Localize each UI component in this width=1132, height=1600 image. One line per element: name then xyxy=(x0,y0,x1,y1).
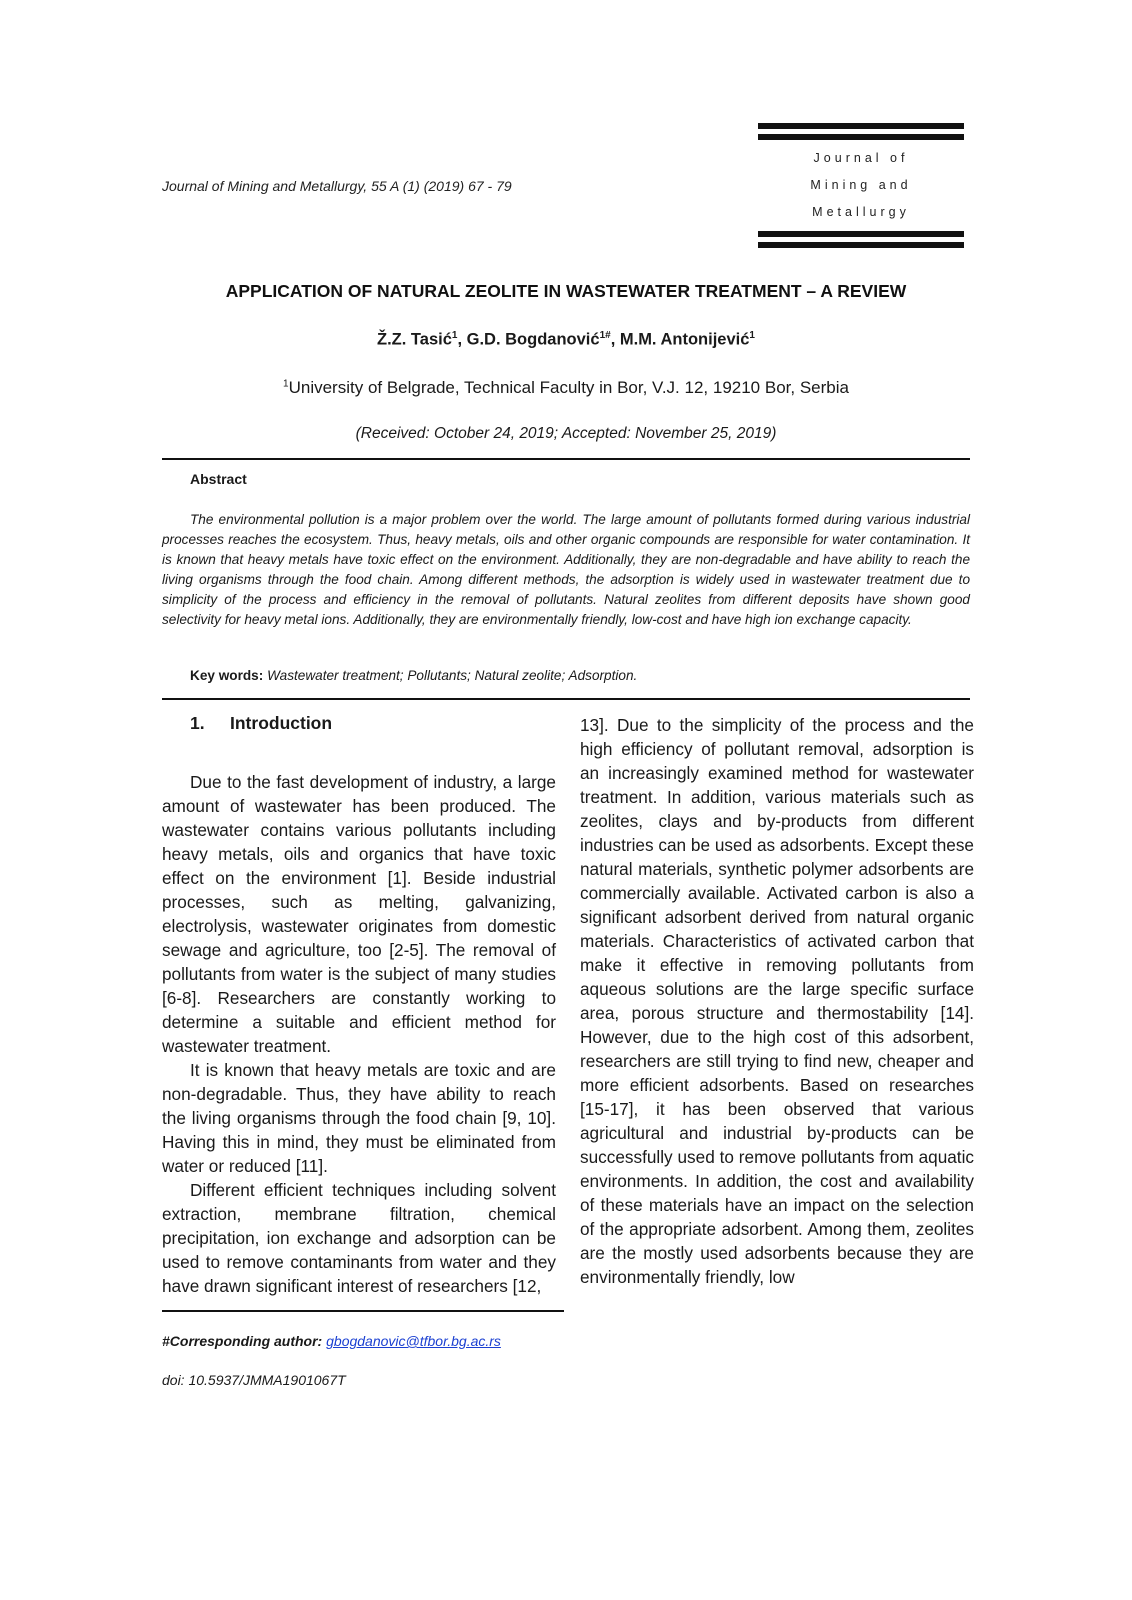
left-column xyxy=(162,770,556,1298)
abstract-body xyxy=(162,510,970,630)
logo-bar xyxy=(758,242,964,248)
author-name: Ž.Z. Tasić xyxy=(377,330,452,349)
footnote-divider xyxy=(162,1310,564,1312)
affiliation-superscript: 1 xyxy=(283,378,289,390)
author-name: G.D. Bogdanović xyxy=(466,330,600,349)
paragraph: It is known that heavy metals are toxic and are non-degradable. Thus, they have ability to reach the living organisms through the food chain [9, 10]. Having this in mind, they must be eliminated from water or reduced [11]. xyxy=(162,1060,556,1176)
logo-bar xyxy=(758,123,964,129)
author-name: M.M. Antonijević xyxy=(619,330,750,349)
divider xyxy=(162,698,970,700)
author-superscript: 1 xyxy=(451,330,458,341)
abstract-heading: Abstract xyxy=(190,471,247,487)
keywords xyxy=(190,668,637,683)
logo-bar xyxy=(758,231,964,237)
email-link[interactable]: gbogdanovic@tfbor.bg.ac.rs xyxy=(326,1333,501,1349)
received-dates: (Received: October 24, 2019; Accepted: November 25, 2019) xyxy=(355,425,777,442)
section-number: 1. xyxy=(190,713,205,733)
divider xyxy=(162,458,970,460)
affiliation-text: University of Belgrade, Technical Faculty in Bor, V.J. 12, 19210 Bor, Serbia xyxy=(288,378,849,397)
journal-logo xyxy=(758,123,964,253)
affiliation xyxy=(162,378,970,398)
logo-text-line: Journal of xyxy=(813,151,909,165)
right-column xyxy=(580,713,974,1289)
author-superscript: 1# xyxy=(599,330,611,341)
section-heading xyxy=(190,713,332,734)
abstract-text: The environmental pollution is a major problem over the world. The large amount of pollutants formed during various industrial processes reaches the ecosystem. Thus, heavy metals, oils and other organic compounds are responsible for water contamination. It is known that heavy metals have toxic effect on the environment. Additionally, they are non-degradable and have ability to reach the living organisms through the food chain. Among different methods, the adsorption is widely used in wastewater treatment due to simplicity of the process and efficiency in the removal of pollutants. Natural zeolites from different deposits have shown good selectivity for heavy metal ions. Additionally, they are environmentally friendly, low-cost and have high ion exchange capacity. xyxy=(162,512,970,627)
doi: doi: 10.5937/JMMA1901067T xyxy=(162,1372,346,1388)
journal-citation: Journal of Mining and Metallurgy, 55 A (1) (2019) 67 - 79 xyxy=(162,178,512,194)
author-list: Ž.Z. Tasić$^1$, G.D. Bogdanović$^{1\#}$, M.M. Antonijević$^1$ xyxy=(377,330,755,349)
paragraph: 13]. Due to the simplicity of the process and the high efficiency of pollutant removal, adsorption is an increasingly examined method for wastewater treatment. In addition, various materials such as zeolites, clays and by-products from different industries can be used as adsorbents. Except these natural materials, synthetic polymer adsorbents are commercially available. Activated carbon is also a significant adsorbent derived from natural organic materials. Characteristics of activated carbon that make it effective in removing pollutants from aqueous solutions are the large specific surface area, porous structure and thermostability [14]. However, due to the high cost of this adsorbent, researchers are still trying to find new, cheaper and more efficient adsorbents. Based on researches [15-17], it has been observed that various agricultural and industrial by-products can be successfully used to remove pollutants from aquatic environments. In addition, the cost and availability of these materials have an impact on the selection of the appropriate adsorbent. Among them, zeolites are the mostly used adsorbents because they are environmentally friendly, low xyxy=(580,715,974,1287)
author-superscript: 1 xyxy=(749,330,755,341)
paragraph: Different efficient techniques including solvent extraction, membrane filtration, chemical precipitation, ion exchange and adsorption can be used to remove contaminants from water and they have drawn significant interest of researchers [12, xyxy=(162,1180,556,1296)
keywords-label: Key words: xyxy=(190,668,264,683)
logo-text-line: Mining and xyxy=(810,178,912,192)
paper-title: APPLICATION OF NATURAL ZEOLITE IN WASTEWATER TREATMENT – A REVIEW xyxy=(225,281,907,301)
logo-bar xyxy=(758,134,964,140)
corresponding-author xyxy=(162,1333,501,1349)
section-title: Introduction xyxy=(230,713,333,733)
logo-text-line: Metallurgy xyxy=(812,205,910,219)
keywords-text: Wastewater treatment; Pollutants; Natural zeolite; Adsorption. xyxy=(267,668,638,683)
paragraph: Due to the fast development of industry, a large amount of wastewater has been produced. The wastewater contains various pollutants including heavy metals, oils and organics that have toxic effect on the environment [1]. Beside industrial processes, such as melting, galvanizing, electrolysis, wastewater originates from domestic sewage and agriculture, too [2-5]. The removal of pollutants from water is the subject of many studies [6-8]. Researchers are constantly working to determine a suitable and efficient method for wastewater treatment. xyxy=(162,772,556,1056)
corresponding-label: #Corresponding author: xyxy=(162,1333,327,1349)
